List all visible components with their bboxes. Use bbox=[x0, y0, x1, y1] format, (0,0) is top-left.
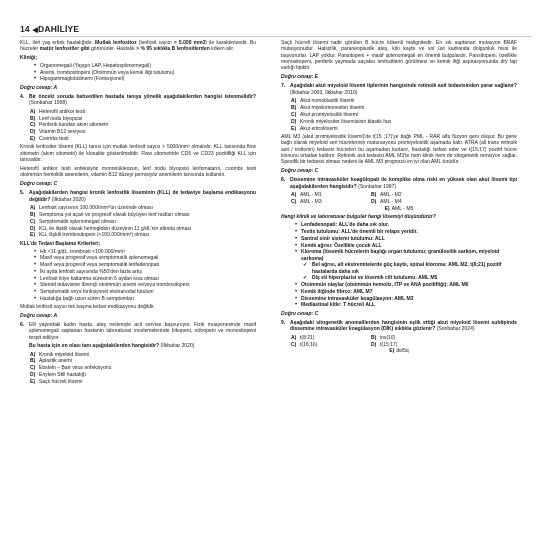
check-icon: ✔ bbox=[303, 262, 308, 269]
option-letter: C) bbox=[30, 365, 36, 372]
answer-option bbox=[291, 105, 517, 111]
bullet-icon: • bbox=[33, 255, 37, 262]
bullet-text: Testis tutulumu: ALL'de önemli bir relaps yeridir. bbox=[301, 229, 418, 236]
option-text: Vitamin B12 seviyesi bbox=[39, 129, 86, 136]
criteria-heading: KLL'de Tedavi Başlama Kriterleri; bbox=[20, 240, 101, 247]
answer-option bbox=[291, 335, 371, 341]
question-number: 7. bbox=[281, 83, 286, 90]
option-text: t(16;16) bbox=[300, 341, 318, 348]
bullet-text: İki ayda lenfosit sayısında %50'den fazla artış bbox=[40, 268, 142, 275]
intro-run: ) ile karakterizedir. Bu hücreler bbox=[20, 40, 257, 53]
bullet-item bbox=[20, 249, 256, 255]
intro-run: > % 95 sıklıkla B lenfositlerden bbox=[136, 46, 210, 53]
answer-option bbox=[291, 112, 517, 118]
answer-option bbox=[291, 126, 517, 132]
question-number: 8. bbox=[281, 177, 286, 184]
option-text: Periferik kandan akım sitometri bbox=[39, 122, 109, 129]
bullet-item bbox=[20, 282, 256, 288]
bullet-icon: • bbox=[33, 295, 37, 302]
bullet-text: Diş eti hiperplazisi ve lösemik cilt tutulumu: AML M5 bbox=[312, 275, 438, 282]
answer-4: Doğru cevap: C bbox=[20, 180, 58, 187]
question-7 bbox=[281, 83, 517, 96]
intro-run: hastalığıdır. bbox=[64, 40, 96, 46]
answer-option bbox=[291, 342, 371, 348]
option-text: Semptoma yol açan ve progresif olarak büyüyen lenf nodları olması bbox=[39, 211, 190, 218]
bullet-item bbox=[20, 255, 256, 261]
bullet-text: Semptomatik veya fonksiyonel ekstranodal tutulum bbox=[40, 288, 154, 295]
bullet-icon: • bbox=[33, 76, 37, 83]
option-text: Saçlı hücreli lösemi bbox=[39, 378, 83, 385]
option-letter: D) bbox=[30, 372, 36, 379]
answer-option bbox=[30, 122, 256, 128]
option-letter: C) bbox=[291, 198, 297, 205]
answer-8: Doğru cevap: C bbox=[281, 310, 319, 317]
option-text: Coombs testi bbox=[39, 136, 69, 143]
option-letter: B) bbox=[30, 115, 36, 122]
answer-option bbox=[30, 379, 256, 385]
bullet-icon: • bbox=[294, 295, 298, 302]
bullet-item bbox=[20, 70, 256, 76]
bullet-text: Kemik iliğinde fibroz: AML M7 bbox=[301, 288, 373, 295]
option-text: Semptomatik splenomegali olması bbox=[39, 218, 116, 225]
option-text: KLL ilişkili trombositopeni (<100.000/mm³) olması bbox=[39, 232, 150, 239]
q4-options bbox=[20, 109, 256, 143]
bullet-icon: • bbox=[294, 235, 298, 242]
option-text: AML - M5 bbox=[391, 205, 414, 212]
klinik-heading: Kliniği; bbox=[20, 55, 38, 62]
option-letter: B) bbox=[30, 358, 36, 365]
option-letter: D) bbox=[291, 118, 297, 125]
bullet-icon: • bbox=[33, 248, 37, 255]
intro-run: Mutlak lenfositoz bbox=[95, 40, 137, 46]
question-number: 5. bbox=[20, 190, 25, 197]
option-text: Akut eritrolösemi bbox=[300, 125, 338, 132]
criteria-note: Mutlak lenfosit sayısı tek başına tedavi endikasyonu değildir. bbox=[20, 304, 155, 311]
option-text: t(15;17) bbox=[380, 341, 398, 348]
answer-7: Doğru cevap: C bbox=[281, 167, 319, 174]
option-letter: B) bbox=[291, 104, 297, 111]
bullet-text: Hipogammaglobülinemi (Fonksiyonel) bbox=[40, 76, 125, 83]
triangle-marker-icon: ◀ bbox=[32, 27, 39, 34]
question-number: 9. bbox=[281, 320, 286, 327]
option-letter: C) bbox=[30, 218, 36, 225]
answer-option bbox=[30, 219, 256, 225]
question-number: 6. bbox=[20, 322, 25, 329]
answer-option bbox=[30, 109, 256, 115]
option-text: KLL ile ilişkili olarak hemoglobin düzeyinin 11 g/dL'nin altında olması bbox=[39, 225, 192, 232]
option-text: Akut promiyelositik lösemi bbox=[300, 111, 359, 118]
question-text: Elli yaşındaki kadın hasta, ateş nedeniyle acil servise başvuruyor. Fizik muayenesinde masif splenomegali saptanan hastanın laboratuvar incelemelerinde lökopeni, nötropeni ve monositopeni tespit ediliyor. bbox=[29, 322, 256, 341]
intro-run: KLL, ileri yaş erkek bbox=[20, 40, 65, 46]
bullet-icon: • bbox=[294, 302, 298, 309]
option-text: inv(16) bbox=[380, 334, 396, 341]
option-letter: A) bbox=[30, 351, 36, 358]
option-text: Kronik miyeloid lösemi bbox=[39, 351, 90, 358]
bullet-item bbox=[281, 243, 517, 249]
answer-option bbox=[30, 212, 256, 218]
bullet-text: Santral sinir sistemi tutulumu: ALL bbox=[301, 235, 385, 242]
bullet-item bbox=[20, 276, 256, 282]
option-text: AML - M1 bbox=[300, 192, 322, 198]
q4-explanation-1: Kronik lenfositer lösemi (KLL) tanısı için mutlak lenfosit sayısı > 5000/mm³ olmalıdır. KLL tanısında flow sitometri (akım sitometri) ile klonalite gösterilmelidir. Flow sitometride CD5 ve CD23 pozitifliği KLL için tanısaldır. bbox=[20, 144, 256, 164]
question-source: (Sonbahar 2024) bbox=[436, 326, 475, 333]
bullet-item bbox=[281, 289, 517, 295]
bullet-text: Lenfosit ikiye katlanma süresinin 6 aydan kısa olması bbox=[40, 275, 159, 282]
intro-paragraph bbox=[20, 40, 256, 53]
question-source: (Sonbahar 1998) bbox=[29, 100, 67, 107]
option-text: Akut miyelomonositer lösemi bbox=[300, 104, 365, 111]
right-column bbox=[281, 40, 517, 355]
bullet-text: Masif veya progresif veya semptomatik splenomegali bbox=[40, 255, 159, 262]
answer-option bbox=[291, 98, 517, 104]
bullet-icon: • bbox=[33, 288, 37, 295]
option-text: Kronik miyelositer lösemisinin blastik fazı bbox=[300, 118, 392, 125]
q6-explanation: Saçlı hücreli lösemi nadir görülen B hücre kökenli malignitedir. En sık saptanan mutasyon BRAF mutasyonudur. Halsizlik, paraneoplastik ateş, kilo kaybı ve sol üst kadranda dolgunluk hissi ile başvururlar. LAP yoktur. Pansitopeni + masif splenomegali en önemli bulgulardır. Pansitopeni, özellikle monositopeni, periferik yaymada saçaksı lenfositlerin görülmesi ve kemik iliği aspirasyonunda dry tap varlığı tipiktir. bbox=[281, 40, 517, 72]
bullet-item bbox=[281, 229, 517, 235]
option-text: Lenfosit sayısının 100.000/mm³'ün üzerinde olması bbox=[39, 205, 154, 212]
bullet-icon: • bbox=[33, 69, 37, 76]
answer-option bbox=[291, 199, 371, 205]
option-letter: A) bbox=[30, 205, 36, 212]
bullet-item bbox=[20, 289, 256, 295]
bullet-item bbox=[281, 249, 517, 262]
option-text: del5q bbox=[396, 348, 409, 355]
bullet-item bbox=[281, 262, 517, 275]
option-text: t(8;21) bbox=[300, 334, 315, 341]
option-letter: E) bbox=[291, 125, 297, 132]
q8-options-row-2 bbox=[291, 199, 517, 205]
option-letter: D) bbox=[30, 225, 36, 232]
bullet-item bbox=[20, 269, 256, 275]
bullet-text: Kloroma (lösemik hücrelerin başlığı organ tutulumu; granülositik sarkom, miyeloid sarkoma) bbox=[301, 249, 500, 262]
option-text: Aplastik anemi bbox=[39, 358, 72, 365]
answer-option bbox=[291, 119, 517, 125]
page-header bbox=[20, 24, 79, 34]
answer-option bbox=[30, 226, 256, 232]
option-text: AML - M2 bbox=[380, 192, 402, 198]
option-letter: C) bbox=[291, 341, 297, 348]
option-letter: D) bbox=[30, 129, 36, 136]
page-number: 14 bbox=[20, 24, 30, 34]
question-text: Aşağıdakilerden hangisi kronik lenfositik löseminin (KLL) de tedaviye başlama endikasyonu değildir? bbox=[29, 190, 256, 203]
intro-run: (lenfosit sayısı bbox=[136, 40, 174, 46]
bullet-text: Otoimmün olaylar (otoimmün hemoliz, ITP ve ANA pozitifliği): AML M6 bbox=[301, 282, 469, 289]
bullet-icon: • bbox=[33, 62, 37, 69]
bullet-icon: • bbox=[33, 262, 37, 269]
bullet-item bbox=[20, 63, 256, 69]
bullet-text: Mediastinal kitle: T hücreli ALL bbox=[301, 302, 376, 309]
question-source: (İlkbahar 2003, İlkbahar 2010) bbox=[290, 89, 358, 96]
bullet-item bbox=[20, 296, 256, 302]
option-letter: C) bbox=[30, 122, 36, 129]
criteria-list bbox=[20, 249, 256, 302]
intro-run: > 5.000 mm3 bbox=[173, 40, 206, 46]
bullet-item bbox=[20, 262, 256, 268]
bullet-icon: • bbox=[33, 282, 37, 289]
bullet-text: Dissemine intravasküler koagülasyon: AML M3 bbox=[301, 295, 414, 302]
answer-option bbox=[30, 358, 256, 364]
bullet-item bbox=[281, 236, 517, 242]
header-divider bbox=[20, 36, 532, 37]
q9-options-row-1 bbox=[291, 335, 517, 341]
bullet-icon: • bbox=[33, 268, 37, 275]
option-text: Akut monoblastik lösemi bbox=[300, 98, 355, 105]
question-source: (İlkbahar 2020) bbox=[51, 196, 86, 203]
option-letter: E) bbox=[30, 378, 36, 385]
answer-option bbox=[291, 192, 371, 198]
answer-3: Doğru cevap: A bbox=[20, 84, 58, 91]
intro-run: köken alır. bbox=[209, 46, 235, 53]
question-source: (İlkbahar 2020) bbox=[160, 343, 195, 350]
answer-option bbox=[30, 232, 256, 238]
option-letter: D) bbox=[371, 341, 377, 348]
question-9 bbox=[281, 320, 517, 333]
option-text: Ebstein – Barr virus enfeksiyonu bbox=[39, 365, 112, 372]
option-text: AML - M4 bbox=[380, 198, 402, 205]
chapter-title: DAHİLİYE bbox=[38, 24, 80, 34]
option-letter: A) bbox=[291, 98, 297, 105]
bullet-icon: • bbox=[294, 249, 298, 256]
option-text: Enyken Still hastalığı bbox=[39, 372, 86, 379]
option-letter: A) bbox=[291, 192, 297, 198]
question-source: (Sonbahar 1997) bbox=[358, 183, 397, 190]
answer-option bbox=[30, 365, 256, 371]
option-letter: B) bbox=[371, 192, 377, 198]
question-4 bbox=[20, 94, 256, 107]
answer-option bbox=[30, 372, 256, 378]
bullet-text: Anemi, trombositopeni (Otoimmün veya kemik iliği tutulumu) bbox=[40, 69, 175, 76]
bullet-text: Kemik ağrısı: Özellikle çocuk ALL bbox=[301, 242, 382, 249]
option-letter: A) bbox=[30, 108, 36, 115]
answer-option bbox=[30, 352, 256, 358]
bullet-text: Organomegali (Yaygın LAP, Hepatosplenomegali) bbox=[40, 62, 151, 69]
bullet-item bbox=[281, 222, 517, 228]
question-number: 4. bbox=[20, 94, 25, 101]
question-text: Bu hasta için en olası tanı aşağıdakilerden hangisidir? bbox=[29, 343, 160, 350]
bullet-text: Bel ağrısı, alt ekstremitelerde güç kaybı, spinal kloroma: AML M2, t(8;21) pozitif hastalarda daha sık bbox=[312, 262, 502, 275]
bullet-text: Lenfadenopati: ALL'de daha sık olur. bbox=[301, 222, 389, 229]
q8-bullets bbox=[281, 222, 517, 308]
question-8 bbox=[281, 177, 517, 190]
intro-run: matür lenfositler gibi bbox=[39, 46, 90, 53]
question-5 bbox=[20, 190, 256, 203]
check-icon: ✔ bbox=[303, 275, 308, 282]
q4-explanation-2: Heterofil antikor testi enfeksiyöz mononükleozun, lenf nodu biyopsisi lenfomaların, coombs testi otoimmün hemolitik anemilerin, vitamin B12 düzeyi pernisiyöz anemilerin tanısında kullanılır. bbox=[20, 165, 256, 179]
bullet-text: Hb <11 g/dL, trombosit <100.000/mm³ bbox=[40, 248, 125, 255]
q7-options bbox=[281, 98, 517, 132]
answer-option bbox=[371, 199, 451, 205]
answer-option bbox=[371, 342, 451, 348]
answer-option bbox=[30, 136, 256, 142]
option-letter: D) bbox=[371, 198, 377, 205]
bullet-item bbox=[20, 76, 256, 82]
answer-option bbox=[30, 116, 256, 122]
bullet-text: Masif veya progresif veya semptomatik lenfadenopati bbox=[40, 262, 159, 269]
option-letter: E) bbox=[30, 136, 36, 143]
option-letter: E) bbox=[30, 232, 36, 239]
bullet-item bbox=[281, 282, 517, 288]
bullet-text: Hastalığa bağlı uzun süren B semptomları bbox=[40, 295, 134, 302]
klinik-list bbox=[20, 63, 256, 83]
bullet-text: Steroid tedavisine dirençli otoimmün anemi ve/veya trombositopeni bbox=[40, 282, 190, 289]
answer-option bbox=[30, 205, 256, 211]
question-text: Dissemine intravasküler koagülopati ile komplike olma riski en yüksek olan akut lösemi tipi aşağıdakilerden hangisidir? bbox=[290, 177, 517, 190]
option-text: AML - M3 bbox=[300, 198, 322, 205]
q5-options bbox=[20, 205, 256, 239]
bullet-icon: • bbox=[294, 222, 298, 229]
q7-explanation: AML M3 (akut promiyelositik lösemi)'de t(15 ;17)'ye bağlı PML - RAR alfa füzyon geni oluşur. Bu gene bağlı olarak miyeloid seri hücrelerinin maturasyonu promiyelositik aşamada kalır. ATRA (all trans retinoik asit / tretionin) tedavisi hücreleri bu aşamadan kurtarır, hastalığı tedavi eder ve t(15;17) pozitif hücre klonunu ortadan kaldırır. Retinoik asit tedavisi AML M3'te hem klinik hem de sitogenetik remisyon sağlar. Spesifik bir tedavisi olması nedeni ile AML M3 prognozu en iyi olan AML türüdür. bbox=[281, 133, 517, 166]
question-6-ask bbox=[20, 343, 256, 349]
bullet-item bbox=[281, 296, 517, 302]
option-text: Lenf nodu biyopsisi bbox=[39, 115, 83, 122]
question-text: Aşağıdaki akut miyeloid lösemi tiplerinin hangisinde retinoik asit tedavisinden yarar sağlanır? bbox=[290, 83, 517, 90]
question-text: Bir önceki soruda bahsedilen hastada tanıya yönelik aşağıdakilerden hangisi istenmelidir? bbox=[29, 94, 256, 101]
option-letter: C) bbox=[291, 111, 297, 118]
bullet-icon: • bbox=[294, 229, 298, 236]
left-column bbox=[20, 40, 256, 386]
option-letter: E) bbox=[384, 205, 390, 212]
answer-6: Doğru cevap: E bbox=[281, 74, 319, 81]
q8-options-row-1 bbox=[291, 192, 517, 198]
answer-5: Doğru cevap: A bbox=[20, 312, 58, 319]
option-letter: B) bbox=[371, 334, 377, 341]
question-6 bbox=[20, 322, 256, 341]
intro-run: görünürler. Hastalık bbox=[89, 46, 137, 53]
bullet-icon: • bbox=[294, 282, 298, 289]
bullet-icon: • bbox=[33, 275, 37, 282]
bullet-icon: • bbox=[294, 242, 298, 249]
answer-option bbox=[371, 192, 451, 198]
q9-option-e bbox=[281, 348, 517, 354]
q6-options bbox=[20, 352, 256, 386]
q9-options-row-2 bbox=[291, 342, 517, 348]
bullet-item bbox=[281, 302, 517, 308]
option-text: Heterofil antikor testi bbox=[39, 108, 86, 115]
answer-option bbox=[30, 129, 256, 135]
option-letter: B) bbox=[30, 211, 36, 218]
option-letter: E) bbox=[389, 348, 395, 355]
answer-option bbox=[371, 335, 451, 341]
bullet-item bbox=[281, 275, 517, 281]
q8-option-e bbox=[281, 206, 517, 212]
bullet-icon: • bbox=[294, 288, 298, 295]
question-text: Aşağıdaki sitogenetik anomalilerden hangisinin eşlik ettiği akut miyeloid lösemi subtipinde dissemine intravasküler koagülasyon (DİK) sıklıkla gözlenir? bbox=[290, 320, 517, 333]
option-letter: A) bbox=[291, 334, 297, 341]
q8-table-heading: Hangi klinik ve laboratuvar bulgular hangi lösemiyi düşündürür? bbox=[281, 214, 436, 221]
